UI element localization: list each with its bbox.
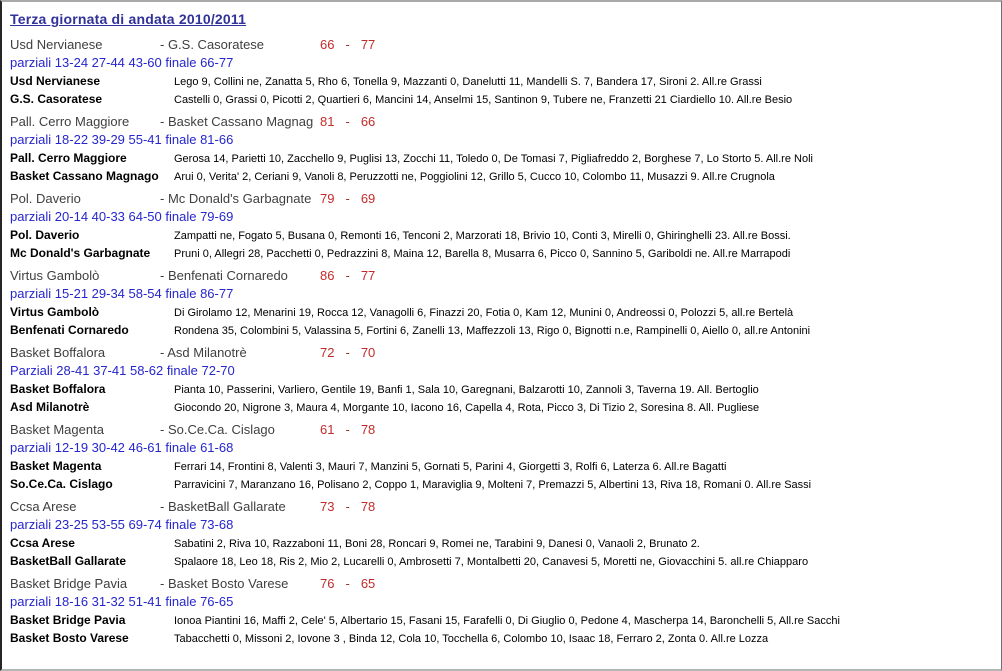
match-header-row <box>10 498 1001 516</box>
home-score: 79 <box>320 191 335 206</box>
away-team-name: - Benfenati Cornaredo <box>160 268 288 283</box>
match-header-row <box>10 36 1001 54</box>
roster-players: Zampatti ne, Fogato 5, Busana 0, Remonti 16, Tenconi 2, Marzorati 18, Brivio 10, Conti 3, Mirelli 0, Ghiringhelli 23. All.re Bossi. <box>174 230 791 242</box>
score-separator: - <box>345 191 350 206</box>
roster-players: Lego 9, Collini ne, Zanatta 5, Rho 6, Tonella 9, Mazzanti 0, Danelutti 11, Mandelli S. 7, Bandera 17, Sironi 2. All.re Grassi <box>174 76 762 88</box>
roster-players: Rondena 35, Colombini 5, Valassina 5, Fortini 6, Zanelli 13, Maffezzoli 13, Rigo 0, Bignotti n.e, Rampinelli 0, Aiello 0, all.re Antonini <box>174 325 811 337</box>
roster-team-name: Basket Magenta <box>10 459 102 473</box>
match-score <box>320 575 375 593</box>
roster-team-name: So.Ce.Ca. Cislago <box>10 477 113 491</box>
match-score <box>320 190 375 208</box>
away-team-name: - BasketBall Gallarate <box>160 499 286 514</box>
away-score: 78 <box>360 499 376 514</box>
page-title[interactable]: Terza giornata di andata 2010/2011 <box>10 11 247 27</box>
home-team-name: Basket Magenta <box>10 422 104 437</box>
roster-players: Sabatini 2, Riva 10, Razzaboni 11, Boni 28, Roncari 9, Romei ne, Tarabini 9, Danesi 0, Vanaoli 2, Brunato 2. <box>174 538 700 550</box>
away-score: 77 <box>360 268 376 283</box>
roster-row <box>10 475 1001 493</box>
home-score: 61 <box>320 422 335 437</box>
away-team-name: - G.S. Casoratese <box>160 37 265 52</box>
match-score <box>320 344 375 362</box>
home-team-name: Basket Boffalora <box>10 345 106 360</box>
roster-row <box>10 611 1001 629</box>
roster-team-name: BasketBall Gallarate <box>10 554 127 568</box>
away-score: 69 <box>360 191 376 206</box>
home-score: 76 <box>320 576 335 591</box>
roster-row <box>10 534 1001 552</box>
roster-row <box>10 167 1001 185</box>
away-team-name: - Basket Cassano Magnag <box>160 114 314 129</box>
home-team-name: Usd Nervianese <box>10 37 103 52</box>
match-score <box>320 267 375 285</box>
roster-team-name: Mc Donald's Garbagnate <box>10 246 151 260</box>
match-score <box>320 113 375 131</box>
roster-players: Di Girolamo 12, Menarini 19, Rocca 12, Vanagolli 6, Finazzi 20, Fotia 0, Kam 12, Munini 0, Andreossi 0, Polozzi 5, all.re Bertelà <box>174 307 794 319</box>
match-score <box>320 36 375 54</box>
roster-team-name: Basket Bridge Pavia <box>10 613 126 627</box>
partials-line: parziali 12-19 30-42 46-61 finale 61-68 <box>10 440 234 455</box>
home-score: 86 <box>320 268 335 283</box>
roster-team-name: Basket Cassano Magnago <box>10 169 159 183</box>
roster-team-name: Basket Boffalora <box>10 382 106 396</box>
partials-line: parziali 18-22 39-29 55-41 finale 81-66 <box>10 132 234 147</box>
roster-row <box>10 244 1001 262</box>
match-block <box>10 498 1001 570</box>
score-separator: - <box>345 114 350 129</box>
away-team-name: - Basket Bosto Varese <box>160 576 289 591</box>
match-block <box>10 267 1001 339</box>
home-score: 66 <box>320 37 335 52</box>
roster-team-name: Pall. Cerro Maggiore <box>10 151 127 165</box>
partials-line: Parziali 28-41 37-41 58-62 finale 72-70 <box>10 363 235 378</box>
roster-team-name: Pol. Daverio <box>10 228 80 242</box>
score-separator: - <box>345 576 350 591</box>
home-team-name: Virtus Gambolò <box>10 268 100 283</box>
roster-team-name: G.S. Casoratese <box>10 92 103 106</box>
roster-row <box>10 72 1001 90</box>
away-score: 70 <box>360 345 376 360</box>
away-score: 66 <box>360 114 376 129</box>
roster-team-name: Usd Nervianese <box>10 74 101 88</box>
home-team-name: Ccsa Arese <box>10 499 77 514</box>
away-score: 77 <box>360 37 376 52</box>
partials-line: parziali 15-21 29-34 58-54 finale 86-77 <box>10 286 234 301</box>
away-score: 78 <box>360 422 376 437</box>
match-block <box>10 36 1001 108</box>
away-team-name: - Mc Donald's Garbagnate <box>160 191 312 206</box>
away-team-name: - Asd Milanotrè <box>160 345 247 360</box>
partials-line: parziali 23-25 53-55 69-74 finale 73-68 <box>10 517 234 532</box>
roster-row <box>10 321 1001 339</box>
partials-line: parziali 20-14 40-33 64-50 finale 79-69 <box>10 209 234 224</box>
match-score <box>320 421 375 439</box>
roster-row <box>10 380 1001 398</box>
roster-team-name: Asd Milanotrè <box>10 400 90 414</box>
roster-team-name: Virtus Gambolò <box>10 305 100 319</box>
away-team-name: - So.Ce.Ca. Cislago <box>160 422 275 437</box>
match-header-row <box>10 344 1001 362</box>
score-separator: - <box>345 499 350 514</box>
roster-row <box>10 629 1001 647</box>
match-block <box>10 575 1001 647</box>
roster-row <box>10 303 1001 321</box>
match-header-row <box>10 267 1001 285</box>
home-team-name: Pall. Cerro Maggiore <box>10 114 130 129</box>
home-score: 81 <box>320 114 335 129</box>
roster-team-name: Basket Bosto Varese <box>10 631 129 645</box>
home-team-name: Basket Bridge Pavia <box>10 576 128 591</box>
roster-players: Pruni 0, Allegri 28, Pacchetti 0, Pedrazzini 8, Maina 12, Barella 8, Musarra 6, Picco 0, Sannino 5, Gariboldi ne. All.re Marrapodi <box>174 248 791 260</box>
roster-row <box>10 398 1001 416</box>
partials-line: parziali 13-24 27-44 43-60 finale 66-77 <box>10 55 234 70</box>
match-header-row <box>10 421 1001 439</box>
roster-players: Castelli 0, Grassi 0, Picotti 2, Quartieri 6, Mancini 14, Anselmi 15, Santinon 9, Tubere ne, Franzetti 21 Ciardiello 10. All.re Besio <box>174 94 793 106</box>
home-team-name: Pol. Daverio <box>10 191 81 206</box>
roster-players: Ionoa Piantini 16, Maffi 2, Cele' 5, Albertario 15, Fasani 15, Farafelli 0, Di Giuglio 0, Pedone 4, Mascherpa 14, Baronchelli 5, All.re Sacchi <box>174 615 840 627</box>
partials-line: parziali 18-16 31-32 51-41 finale 76-65 <box>10 594 234 609</box>
roster-players: Ferrari 14, Frontini 8, Valenti 3, Mauri 7, Manzini 5, Gornati 5, Parini 4, Giorgetti 3, Rolfi 6, Laterza 6. All.re Bagatti <box>174 461 727 473</box>
score-separator: - <box>345 422 350 437</box>
match-block <box>10 190 1001 262</box>
home-score: 72 <box>320 345 335 360</box>
score-separator: - <box>345 345 350 360</box>
roster-players: Tabacchetti 0, Missoni 2, Iovone 3 , Binda 12, Cola 10, Tocchella 6, Colombo 10, Isaac 18, Ferraro 2, Zonta 0. All.re Lozza <box>174 633 769 645</box>
roster-players: Pianta 10, Passerini, Varliero, Gentile 19, Banfi 1, Sala 10, Garegnani, Balzarotti 10, Zannoli 3, Taverna 19. All. Bertoglio <box>174 384 759 396</box>
match-block <box>10 421 1001 493</box>
match-score <box>320 498 375 516</box>
score-separator: - <box>345 268 350 283</box>
away-score: 65 <box>360 576 376 591</box>
roster-players: Spalaore 18, Leo 18, Ris 2, Mio 2, Lucarelli 0, Ambrosetti 7, Montalbetti 20, Canavesi 5, Moretti ne, Giovacchini 5. all.re Chiapparo <box>174 556 809 568</box>
match-header-row <box>10 113 1001 131</box>
roster-row <box>10 552 1001 570</box>
home-score: 73 <box>320 499 335 514</box>
roster-team-name: Benfenati Cornaredo <box>10 323 129 337</box>
roster-row <box>10 457 1001 475</box>
match-header-row <box>10 190 1001 208</box>
roster-row <box>10 149 1001 167</box>
match-block <box>10 113 1001 185</box>
score-separator: - <box>345 37 350 52</box>
roster-players: Parravicini 7, Maranzano 16, Polisano 2, Coppo 1, Maraviglia 9, Molteni 7, Premazzi 5, Albertini 13, Riva 18, Romani 0. All.re Sassi <box>174 479 812 491</box>
roster-players: Giocondo 20, Nigrone 3, Maura 4, Morgante 10, Iacono 16, Capella 4, Rota, Picco 3, Di Tizio 2, Soresina 8. All. Pugliese <box>174 402 760 414</box>
match-block <box>10 344 1001 416</box>
roster-row <box>10 226 1001 244</box>
roster-players: Arui 0, Verita' 2, Ceriani 9, Vanoli 8, Peruzzotti ne, Poggiolini 12, Grillo 5, Cucco 10, Colombo 11, Musazzi 9. All.re Crugnola <box>174 171 775 183</box>
roster-row <box>10 90 1001 108</box>
match-header-row <box>10 575 1001 593</box>
roster-players: Gerosa 14, Parietti 10, Zacchello 9, Puglisi 13, Zocchi 11, Toledo 0, De Tomasi 7, Pigliafreddo 2, Borghese 7, Lo Storto 5. All.re Noli <box>174 153 813 165</box>
roster-team-name: Ccsa Arese <box>10 536 75 550</box>
